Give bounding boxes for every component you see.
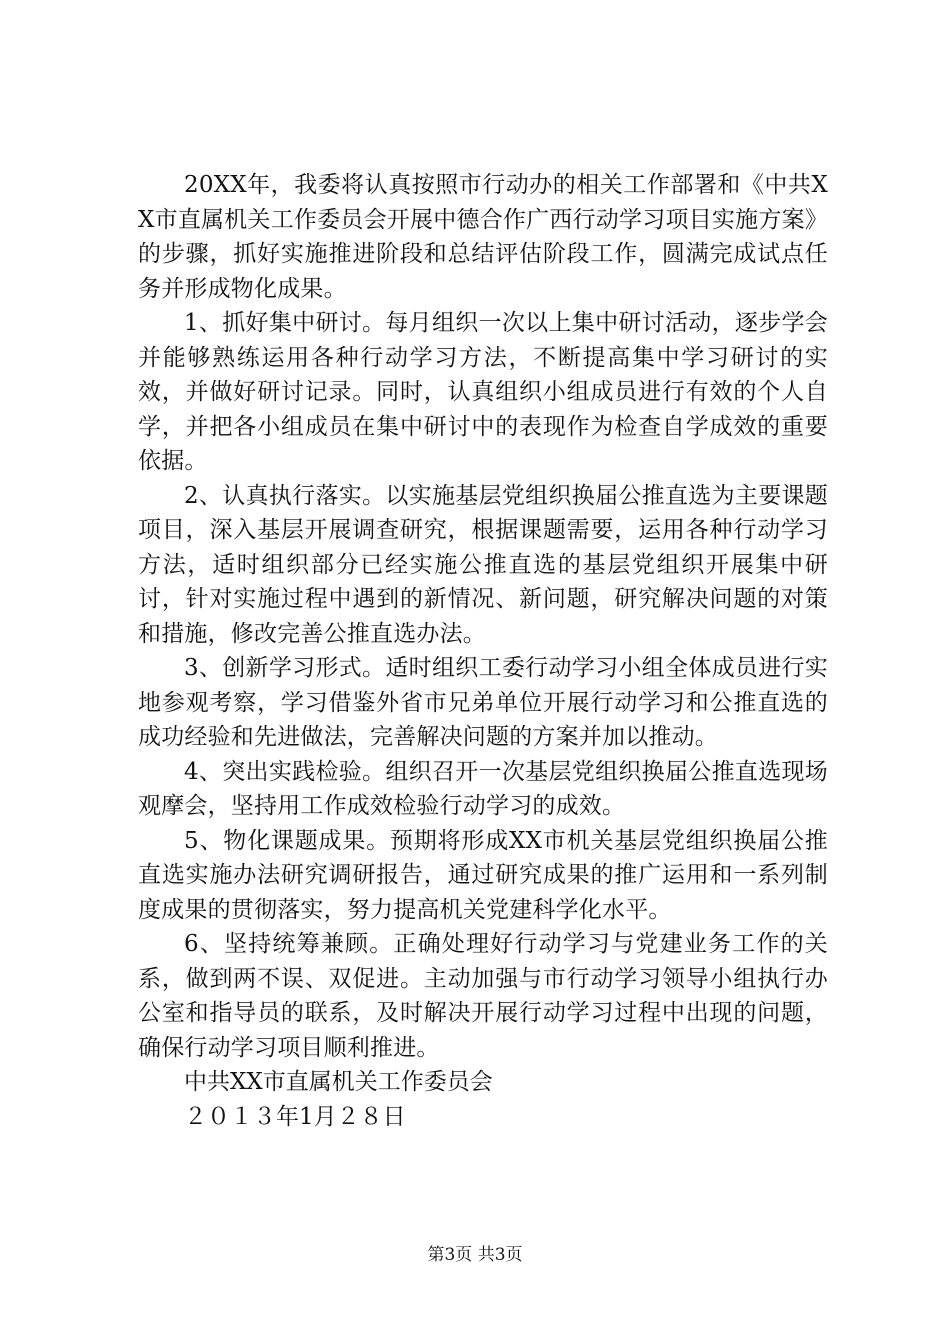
document-body — [138, 168, 828, 1134]
item-1-paragraph: 1、抓好集中研讨。每月组织一次以上集中研讨活动，逐步学会并能够熟练运用各种行动学习方法，不断提高集中学习研讨的实效，并做好研讨记录。同时，认真组织小组成员进行有效的个人自学，并把各小组成员在集中研讨中的表现作为检查自学成效的重要依据。 — [138, 310, 828, 474]
item-3-paragraph: 3、创新学习形式。适时组织工委行动学习小组全体成员进行实地参观考察，学习借鉴外省市兄弟单位开展行动学习和公推直选的成功经验和先进做法，完善解决问题的方案并加以推动。 — [138, 655, 828, 750]
item-4-paragraph: 4、突出实践检验。组织召开一次基层党组织换届公推直选现场观摩会，坚持用工作成效检验行动学习的成效。 — [138, 758, 828, 819]
signature-organization: 中共XX市直属机关工作委员会 — [184, 1069, 493, 1095]
page-footer: 第3页 共3页 — [427, 1245, 523, 1265]
intro-paragraph: 20XX年，我委将认真按照市行动办的相关工作部署和《中共XX市直属机关工作委员会开展中德合作广西行动学习项目实施方案》的步骤，抓好实施推进阶段和总结评估阶段工作，圆满完成试点任务并形成物化成果。 — [138, 172, 828, 302]
item-6-paragraph: 6、坚持统筹兼顾。正确处理好行动学习与党建业务工作的关系，做到两不误、双促进。主动加强与市行动学习领导小组执行办公室和指导员的联系，及时解决开展行动学习过程中出现的问题，确保行动学习项目顺利推进。 — [138, 931, 828, 1061]
signature-date: ２０１３年1月２８日 — [184, 1103, 406, 1130]
item-2-paragraph: 2、认真执行落实。以实施基层党组织换届公推直选为主要课题项目，深入基层开展调查研究，根据课题需要，运用各种行动学习方法，适时组织部分已经实施公推直选的基层党组织开展集中研讨，针对实施过程中遇到的新情况、新问题，研究解决问题的对策和措施，修改完善公推直选办法。 — [138, 482, 828, 647]
item-5-paragraph: 5、物化课题成果。预期将形成XX市机关基层党组织换届公推直选实施办法研究调研报告，通过研究成果的推广运用和一系列制度成果的贯彻落实，努力提高机关党建科学化水平。 — [138, 827, 828, 923]
